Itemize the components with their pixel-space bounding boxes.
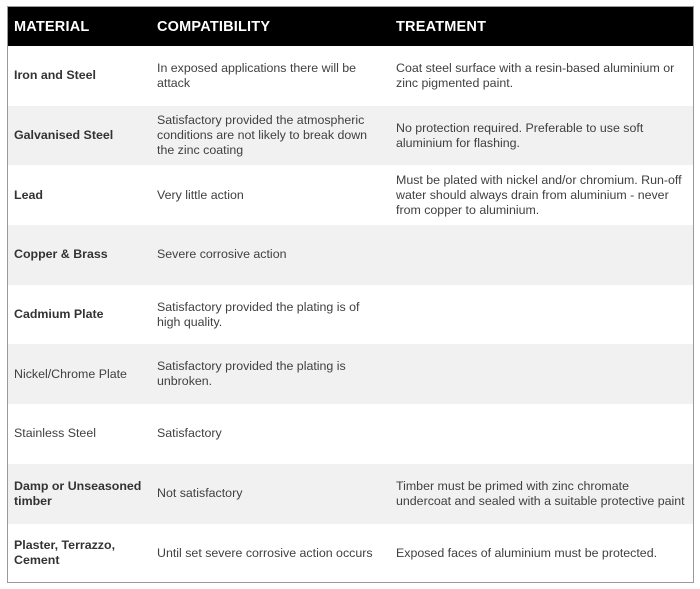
cell-treatment: Timber must be primed with zinc chromate undercoat and sealed with a suitable protective paint <box>396 478 685 508</box>
cell-compatibility: Not satisfactory <box>157 486 243 501</box>
header-material: MATERIAL <box>14 18 90 35</box>
cell-material: Nickel/Chrome Plate <box>14 366 127 381</box>
cell-material: Galvanised Steel <box>14 128 114 143</box>
compatibility-table <box>8 7 693 583</box>
cell-material: Copper & Brass <box>14 247 108 262</box>
cell-treatment <box>390 404 693 464</box>
cell-compatibility: In exposed applications there will be attack <box>157 60 357 90</box>
table-row <box>8 404 693 464</box>
cell-compatibility: Satisfactory provided the plating is of high quality. <box>157 299 360 329</box>
cell-compatibility: Satisfactory provided the plating is unbroken. <box>157 359 346 389</box>
table-row <box>8 285 693 345</box>
table-row <box>8 106 693 166</box>
table-row <box>8 344 693 404</box>
cell-treatment: Coat steel surface with a resin-based aluminium or zinc pigmented paint. <box>396 60 675 90</box>
cell-material: Plaster, Terrazzo, Cement <box>14 538 116 568</box>
table-row <box>8 46 693 106</box>
compatibility-table-frame <box>7 6 694 583</box>
cell-material: Cadmium Plate <box>14 307 104 322</box>
table-row <box>8 524 693 584</box>
cell-treatment: No protection required. Preferable to use soft aluminium for flashing. <box>396 120 644 150</box>
cell-treatment: Must be plated with nickel and/or chromium. Run-off water should always drain from aluminium - never from copper to aluminium. <box>396 172 682 217</box>
cell-treatment: Exposed faces of aluminium must be protected. <box>396 545 658 560</box>
cell-compatibility: Very little action <box>157 187 244 202</box>
header-treatment: TREATMENT <box>396 18 487 35</box>
cell-material: Stainless Steel <box>14 426 96 441</box>
cell-compatibility: Until set severe corrosive action occurs <box>157 545 373 560</box>
cell-compatibility: Satisfactory provided the atmospheric conditions are not likely to break down the zinc coating <box>157 113 368 158</box>
table-row <box>8 464 693 524</box>
cell-treatment <box>390 225 693 285</box>
cell-treatment <box>390 344 693 404</box>
table-row <box>8 225 693 285</box>
table-header-row <box>8 7 693 46</box>
table-row <box>8 165 693 225</box>
header-compatibility: COMPATIBILITY <box>157 18 271 35</box>
cell-material: Damp or Unseasoned timber <box>14 478 142 508</box>
cell-material: Iron and Steel <box>14 68 96 83</box>
cell-compatibility: Severe corrosive action <box>157 247 287 262</box>
cell-material: Lead <box>14 187 43 202</box>
cell-treatment <box>390 285 693 345</box>
cell-compatibility: Satisfactory <box>157 426 222 441</box>
